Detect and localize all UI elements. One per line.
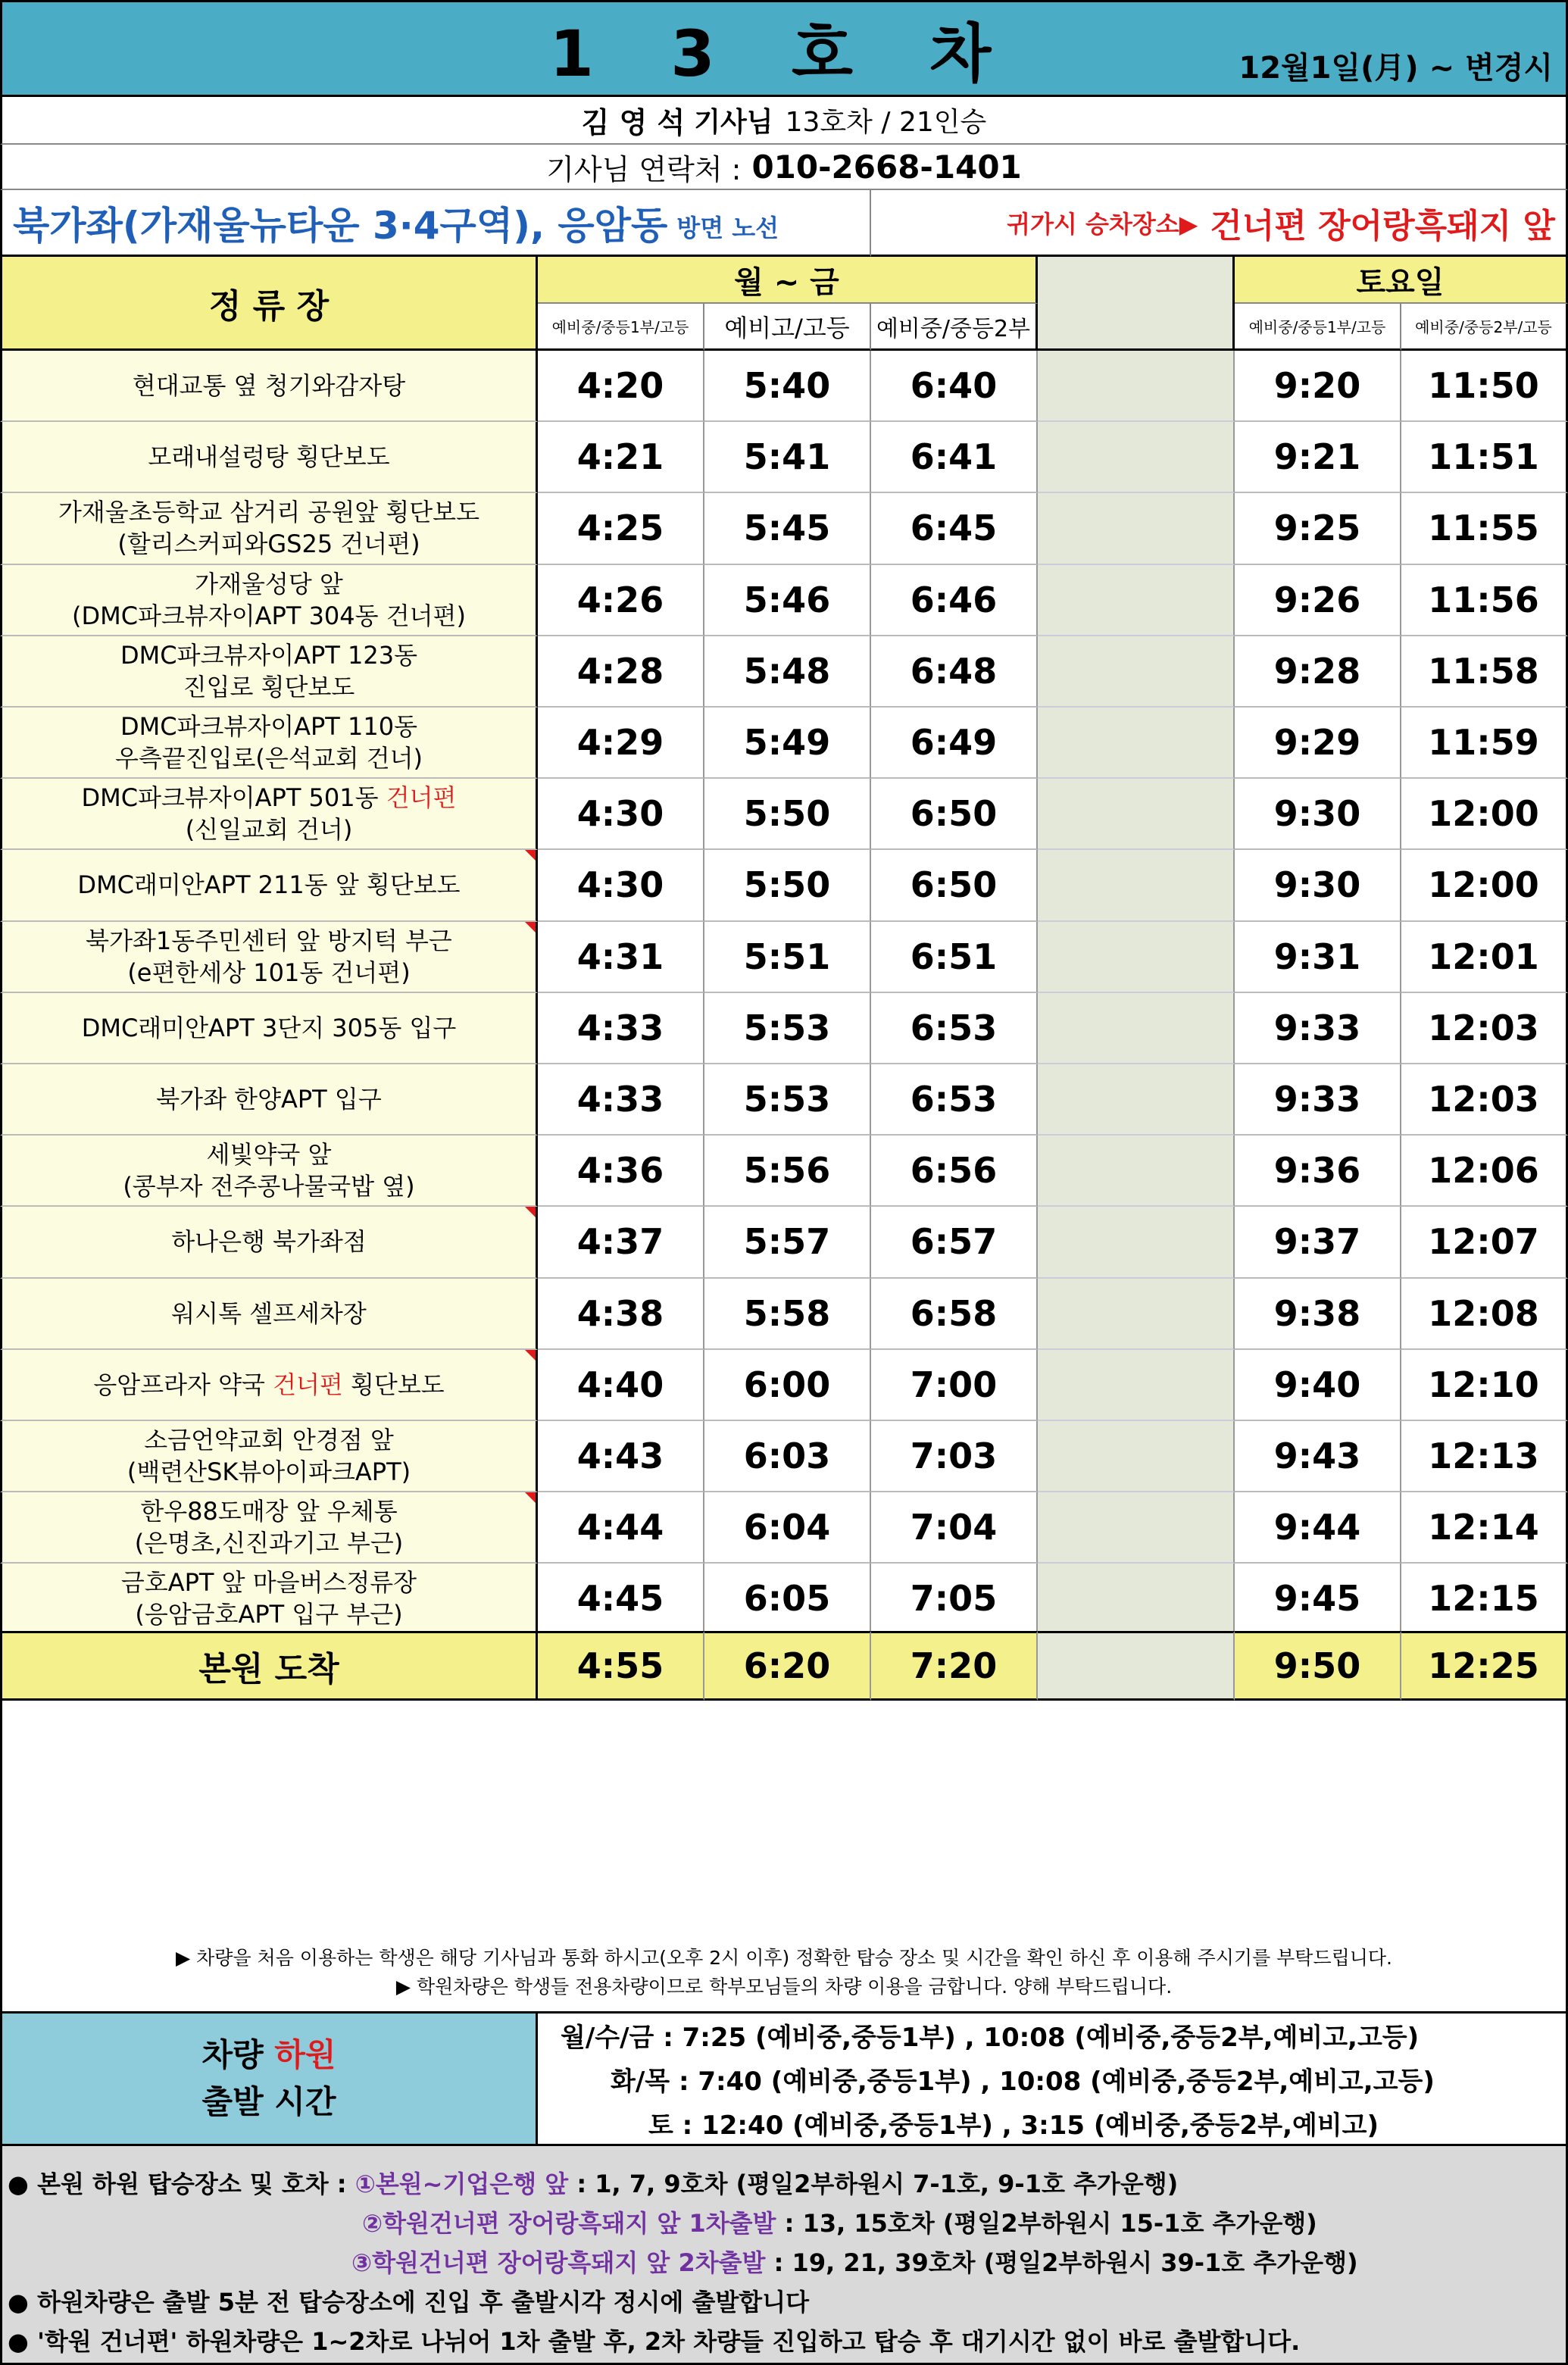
departure-time: 4:40	[538, 1350, 704, 1421]
stop-name-line1	[86, 925, 452, 957]
departure-time: 6:50	[871, 779, 1038, 850]
departure-time: 6:51	[871, 922, 1038, 993]
footer-line-1	[8, 2165, 1178, 2200]
departure-time: 6:46	[871, 565, 1038, 636]
driver-title: 기사님	[694, 107, 773, 138]
stop-name-line1	[82, 1012, 457, 1044]
departure-time: 9:30	[1235, 850, 1401, 921]
gap-cell	[1038, 850, 1235, 921]
stop-name	[0, 1421, 538, 1492]
footer-line-4: ● 하원차량은 출발 5분 전 탑승장소에 진입 후 출발시각 정시에 출발합니다	[8, 2288, 810, 2317]
stop-name	[0, 1350, 538, 1421]
departure-time: 5:51	[704, 922, 871, 993]
departure-time: 9:33	[1235, 1064, 1401, 1136]
departure-time: 12:03	[1401, 993, 1568, 1064]
stop-name-line1	[156, 1083, 381, 1115]
departure-time: 11:55	[1401, 493, 1568, 564]
stop-text: DMC파크뷰자이APT 110동	[120, 712, 418, 742]
departure-time: 11:59	[1401, 708, 1568, 779]
departure-time: 4:25	[538, 493, 704, 564]
departure-time: 4:37	[538, 1207, 704, 1278]
departure-time: 4:38	[538, 1279, 704, 1350]
return-stop	[871, 190, 1568, 257]
departure-time: 6:00	[704, 1350, 871, 1421]
departure-time: 9:26	[1235, 565, 1401, 636]
footer-line-3	[351, 2244, 1358, 2279]
departure-time: 11:51	[1401, 422, 1568, 493]
comment-flag-icon	[525, 1207, 536, 1217]
stop-name	[0, 922, 538, 993]
departure-time: 6:03	[704, 1421, 871, 1492]
stop-name-line1	[120, 711, 417, 742]
footer-line3-place: ③학원건너편 장어랑흑돼지 앞 2차출발	[351, 2248, 766, 2277]
stop-name-line1	[121, 1567, 417, 1598]
stop-name-line2: 우측끝진입로(은석교회 건너)	[114, 744, 423, 773]
departure-time: 4:45	[538, 1564, 704, 1635]
notice-1: ▶ 차량을 처음 이용하는 학생은 해당 기사님과 통화 하시고(오후 2시 이후) 정확한 탑승 장소 및 시간을 확인 하신 후 이용해 주시기를 부탁드립니다.	[175, 1947, 1393, 1969]
departure-time: 5:58	[704, 1279, 871, 1350]
departure-time: 6:41	[871, 422, 1038, 493]
gap-cell	[1038, 779, 1235, 850]
departure-time: 6:45	[871, 493, 1038, 564]
arrival-time: 6:20	[704, 1631, 871, 1701]
stop-name	[0, 422, 538, 493]
stop-name	[0, 1279, 538, 1350]
footer-line2-place: ②학원건너편 장어랑흑돼지 앞 1차출발	[362, 2209, 776, 2238]
departure-time: 5:53	[704, 993, 871, 1064]
stop-text: 응암프라자 약국	[93, 1370, 273, 1399]
gap-cell	[1038, 1350, 1235, 1421]
departure-time: 11:50	[1401, 351, 1568, 422]
stop-name-line1	[144, 1424, 393, 1456]
route-title	[0, 190, 871, 257]
departure-time: 7:05	[871, 1564, 1038, 1635]
effective-date: 12월1일(月) ~ 변경시	[1238, 51, 1553, 86]
stop-name-line1	[171, 1226, 366, 1257]
departure-time: 11:58	[1401, 636, 1568, 708]
departure-time: 4:36	[538, 1136, 704, 1207]
departure-time: 9:36	[1235, 1136, 1401, 1207]
comment-flag-icon	[525, 1350, 536, 1361]
departure-time: 6:58	[871, 1279, 1038, 1350]
gap-cell	[1038, 1279, 1235, 1350]
departure-time: 4:44	[538, 1492, 704, 1564]
arrival-time: 9:50	[1235, 1631, 1401, 1701]
departure-time: 9:29	[1235, 708, 1401, 779]
departure-time: 4:30	[538, 850, 704, 921]
gap-header	[1038, 257, 1235, 351]
stop-text: 한우88도매장 앞 우체통	[140, 1497, 398, 1526]
stop-name-line1	[195, 568, 343, 600]
departure-label-red: 하원	[274, 2036, 336, 2073]
schedule-table	[0, 351, 1568, 1699]
footer-line-5: ● '학원 건너편' 하원차량은 1~2차로 나뉘어 1차 출발 후, 2차 차량들 진입하고 탑승 후 대기시간 없이 바로 출발합니다.	[8, 2327, 1301, 2356]
stop-name	[0, 1064, 538, 1136]
gap-cell	[1038, 1207, 1235, 1278]
stop-text: 금호APT 앞 마을버스정류장	[120, 1568, 417, 1598]
driver-info	[0, 97, 1568, 145]
gap-cell	[1038, 1564, 1235, 1635]
stop-text: 하나은행 북가좌점	[171, 1227, 367, 1257]
departure-time: 5:57	[704, 1207, 871, 1278]
stop-name	[0, 1136, 538, 1207]
stop-name-line2: (DMC파크뷰자이APT 304동 건너편)	[72, 601, 466, 630]
stop-name-line2: (콩부자 전주콩나물국밥 옆)	[123, 1172, 415, 1201]
gap-cell	[1038, 351, 1235, 422]
stop-name	[0, 1207, 538, 1278]
stop-name-line2: (백련산SK뷰아이파크APT)	[127, 1457, 411, 1487]
departure-time: 6:49	[871, 708, 1038, 779]
departure-time: 11:56	[1401, 565, 1568, 636]
comment-flag-icon	[525, 1492, 536, 1503]
departure-time: 4:26	[538, 565, 704, 636]
departure-time: 9:45	[1235, 1564, 1401, 1635]
stop-text-highlight: 건너편	[273, 1370, 343, 1399]
gap-cell	[1038, 708, 1235, 779]
driver-name: 김 영 석	[581, 106, 686, 139]
arrival-time: 4:55	[538, 1631, 704, 1701]
departure-time: 9:31	[1235, 922, 1401, 993]
departure-time: 5:41	[704, 422, 871, 493]
departure-time: 5:49	[704, 708, 871, 779]
stop-text: 소금언약교회 안경점 앞	[144, 1426, 394, 1455]
return-place: 건너편 장어랑흑돼지 앞	[1210, 206, 1555, 245]
notice-2: ▶ 학원차량은 학생들 전용차량이므로 학부모님들의 차량 이용을 금합니다. 양해 부탁드립니다.	[395, 1976, 1173, 1998]
stop-text-highlight: 건너편	[386, 783, 457, 813]
departure-time: 5:48	[704, 636, 871, 708]
departure-time: 7:03	[871, 1421, 1038, 1492]
weekday-header: 월 ~ 금	[538, 257, 1038, 304]
driver-phone[interactable]: 010-2668-1401	[751, 148, 1022, 186]
departure-time: 6:57	[871, 1207, 1038, 1278]
departure-time: 4:30	[538, 779, 704, 850]
stop-name-line1	[171, 1298, 366, 1329]
departure-time: 12:15	[1401, 1564, 1568, 1635]
stop-text: DMC파크뷰자이APT 123동	[120, 640, 418, 670]
stop-name-line1	[82, 782, 457, 814]
departure-time: 12:00	[1401, 779, 1568, 850]
gap-cell	[1038, 1631, 1235, 1701]
saturday-header: 토요일	[1235, 257, 1568, 304]
departure-time: 12:08	[1401, 1279, 1568, 1350]
stop-name	[0, 565, 538, 636]
stop-name-line1	[93, 1369, 444, 1401]
stop-name	[0, 779, 538, 850]
departure-time: 9:20	[1235, 351, 1401, 422]
col-header-5: 예비중/중등2부/고등	[1401, 304, 1568, 351]
stop-text: 가재울성당 앞	[195, 569, 343, 598]
stop-name-line1	[148, 441, 389, 473]
departure-time: 9:37	[1235, 1207, 1401, 1278]
departure-time: 4:20	[538, 351, 704, 422]
stop-text: 가재울초등학교 삼거리 공원앞 횡단보도	[58, 498, 480, 527]
departure-time: 5:50	[704, 779, 871, 850]
stop-name-line2: (응암금호APT 입구 부근)	[135, 1600, 403, 1629]
return-label: 귀가시 승차장소▶	[1007, 209, 1198, 239]
departure-time: 12:03	[1401, 1064, 1568, 1136]
departure-time: 9:28	[1235, 636, 1401, 708]
departure-time: 6:04	[704, 1492, 871, 1564]
stop-name-line2: (신일교회 건너)	[185, 815, 353, 845]
comment-flag-icon	[525, 850, 536, 861]
departure-time: 12:07	[1401, 1207, 1568, 1278]
gap-cell	[1038, 1492, 1235, 1564]
departure-time: 6:53	[871, 993, 1038, 1064]
car-info: 13호차 / 21인승	[785, 107, 987, 138]
departure-time: 5:46	[704, 565, 871, 636]
footer-line1-prefix: ● 본원 하원 탑승장소 및 호차 :	[8, 2170, 355, 2198]
stop-name-line2: (e편한세상 101동 건너편)	[127, 958, 411, 987]
footer-line2-rest: : 13, 15호차 (평일2부하원시 15-1호 추가운행)	[776, 2209, 1317, 2238]
stop-name-line1	[140, 1495, 397, 1527]
departure-time: 5:56	[704, 1136, 871, 1207]
stop-text: 북가좌1동주민센터 앞 방지턱 부근	[86, 926, 452, 955]
departure-row: 화/목 : 7:40 (예비중,중등1부) , 10:08 (예비중,중등2부,예비고,고등)	[611, 2067, 1435, 2097]
arrival-time: 7:20	[871, 1631, 1038, 1701]
stop-text: 북가좌 한양APT 입구	[156, 1085, 382, 1114]
departure-row: 월/수/금 : 7:25 (예비중,중등1부) , 10:08 (예비중,중등2부,예비고,고등)	[561, 2023, 1420, 2053]
departure-time: 6:56	[871, 1136, 1038, 1207]
page-title: 1 3 호 차	[549, 16, 1019, 91]
departure-label-line2: 출발 시간	[201, 2083, 336, 2120]
stop-name-line2: (은명초,신진과기고 부근)	[134, 1529, 404, 1558]
departure-time: 9:40	[1235, 1350, 1401, 1421]
gap-cell	[1038, 922, 1235, 993]
departure-label-prefix: 차량	[201, 2036, 275, 2073]
gap-cell	[1038, 993, 1235, 1064]
stop-name	[0, 636, 538, 708]
departure-time: 9:21	[1235, 422, 1401, 493]
gap-cell	[1038, 493, 1235, 564]
departure-time: 12:01	[1401, 922, 1568, 993]
departure-time: 12:14	[1401, 1492, 1568, 1564]
stop-name	[0, 993, 538, 1064]
departure-time: 7:00	[871, 1350, 1038, 1421]
col-header-3: 예비중/중등2부	[871, 304, 1038, 351]
gap-cell	[1038, 422, 1235, 493]
col-header-2: 예비고/고등	[704, 304, 871, 351]
contact-row	[0, 145, 1568, 190]
stop-text: 워시톡 셀프세차장	[171, 1298, 367, 1328]
departure-time: 4:29	[538, 708, 704, 779]
departure-time: 9:44	[1235, 1492, 1401, 1564]
stop-name-line1	[77, 869, 460, 901]
footer-line3-rest: : 19, 21, 39호차 (평일2부하원시 39-1호 추가운행)	[765, 2248, 1358, 2277]
stop-name-line2: 진입로 횡단보도	[183, 672, 355, 701]
departure-time: 9:30	[1235, 779, 1401, 850]
departure-time: 12:13	[1401, 1421, 1568, 1492]
departure-time: 4:33	[538, 1064, 704, 1136]
departure-time: 5:45	[704, 493, 871, 564]
stop-text: DMC래미안APT 3단지 305동 입구	[81, 1013, 457, 1042]
stop-name-line1	[133, 370, 405, 401]
departure-time: 4:43	[538, 1421, 704, 1492]
contact-label: 기사님 연락처 :	[546, 152, 742, 186]
departure-time: 9:43	[1235, 1421, 1401, 1492]
departure-time: 6:40	[871, 351, 1038, 422]
departure-time: 9:33	[1235, 993, 1401, 1064]
stop-name-line1	[120, 639, 417, 671]
stop-name	[0, 850, 538, 921]
stop-text: 세빛약국 앞	[206, 1140, 332, 1170]
stop-text: 현대교통 옆 청기와감자탕	[132, 371, 406, 401]
stop-name	[0, 1564, 538, 1635]
departure-row: 토 : 12:40 (예비중,중등1부) , 3:15 (예비중,중등2부,예비고)	[648, 2110, 1379, 2141]
departure-time: 12:10	[1401, 1350, 1568, 1421]
gap-cell	[1038, 1064, 1235, 1136]
route-suffix: 방면 노선	[676, 213, 779, 242]
arrival-time: 12:25	[1401, 1631, 1568, 1701]
stop-text: DMC파크뷰자이APT 501동	[81, 783, 386, 813]
stop-name-line1	[207, 1139, 332, 1170]
departure-time: 4:33	[538, 993, 704, 1064]
departure-time: 9:38	[1235, 1279, 1401, 1350]
route-name: 북가좌(가재울뉴타운 3·4구역), 응암동	[13, 203, 668, 248]
stop-header: 정 류 장	[0, 257, 538, 351]
departure-label	[0, 2011, 538, 2146]
departure-time: 6:48	[871, 636, 1038, 708]
stop-name	[0, 708, 538, 779]
departure-time: 5:53	[704, 1064, 871, 1136]
col-header-4: 예비중/중등1부/고등	[1235, 304, 1401, 351]
stop-name	[0, 493, 538, 564]
departure-time: 6:53	[871, 1064, 1038, 1136]
departure-time: 12:06	[1401, 1136, 1568, 1207]
gap-cell	[1038, 1136, 1235, 1207]
footer-line1-rest: : 1, 7, 9호차 (평일2부하원시 7-1호, 9-1호 추가운행)	[568, 2170, 1179, 2198]
stop-name	[0, 1492, 538, 1564]
departure-time: 5:40	[704, 351, 871, 422]
departure-time: 6:05	[704, 1564, 871, 1635]
stop-name-line1	[58, 496, 479, 528]
departure-time: 4:28	[538, 636, 704, 708]
departure-time: 7:04	[871, 1492, 1038, 1564]
gap-cell	[1038, 636, 1235, 708]
comment-flag-icon	[525, 922, 536, 933]
arrival-label: 본원 도착	[0, 1631, 538, 1701]
footer-line-2	[362, 2204, 1317, 2239]
departure-time: 4:31	[538, 922, 704, 993]
stop-text: 횡단보도	[342, 1370, 445, 1399]
stop-name-line2: (할리스커피와GS25 건너편)	[117, 530, 420, 559]
departure-time: 9:25	[1235, 493, 1401, 564]
stop-text: DMC래미안APT 211동 앞 횡단보도	[77, 870, 461, 900]
departure-time: 12:00	[1401, 850, 1568, 921]
col-header-1: 예비중/중등1부/고등	[538, 304, 704, 351]
stop-text: 모래내설렁탕 횡단보도	[148, 442, 390, 472]
departure-time: 6:50	[871, 850, 1038, 921]
footer-line1-place: ①본원~기업은행 앞	[355, 2170, 569, 2198]
departure-time: 4:21	[538, 422, 704, 493]
stop-name	[0, 351, 538, 422]
gap-cell	[1038, 565, 1235, 636]
gap-cell	[1038, 1421, 1235, 1492]
departure-time: 5:50	[704, 850, 871, 921]
